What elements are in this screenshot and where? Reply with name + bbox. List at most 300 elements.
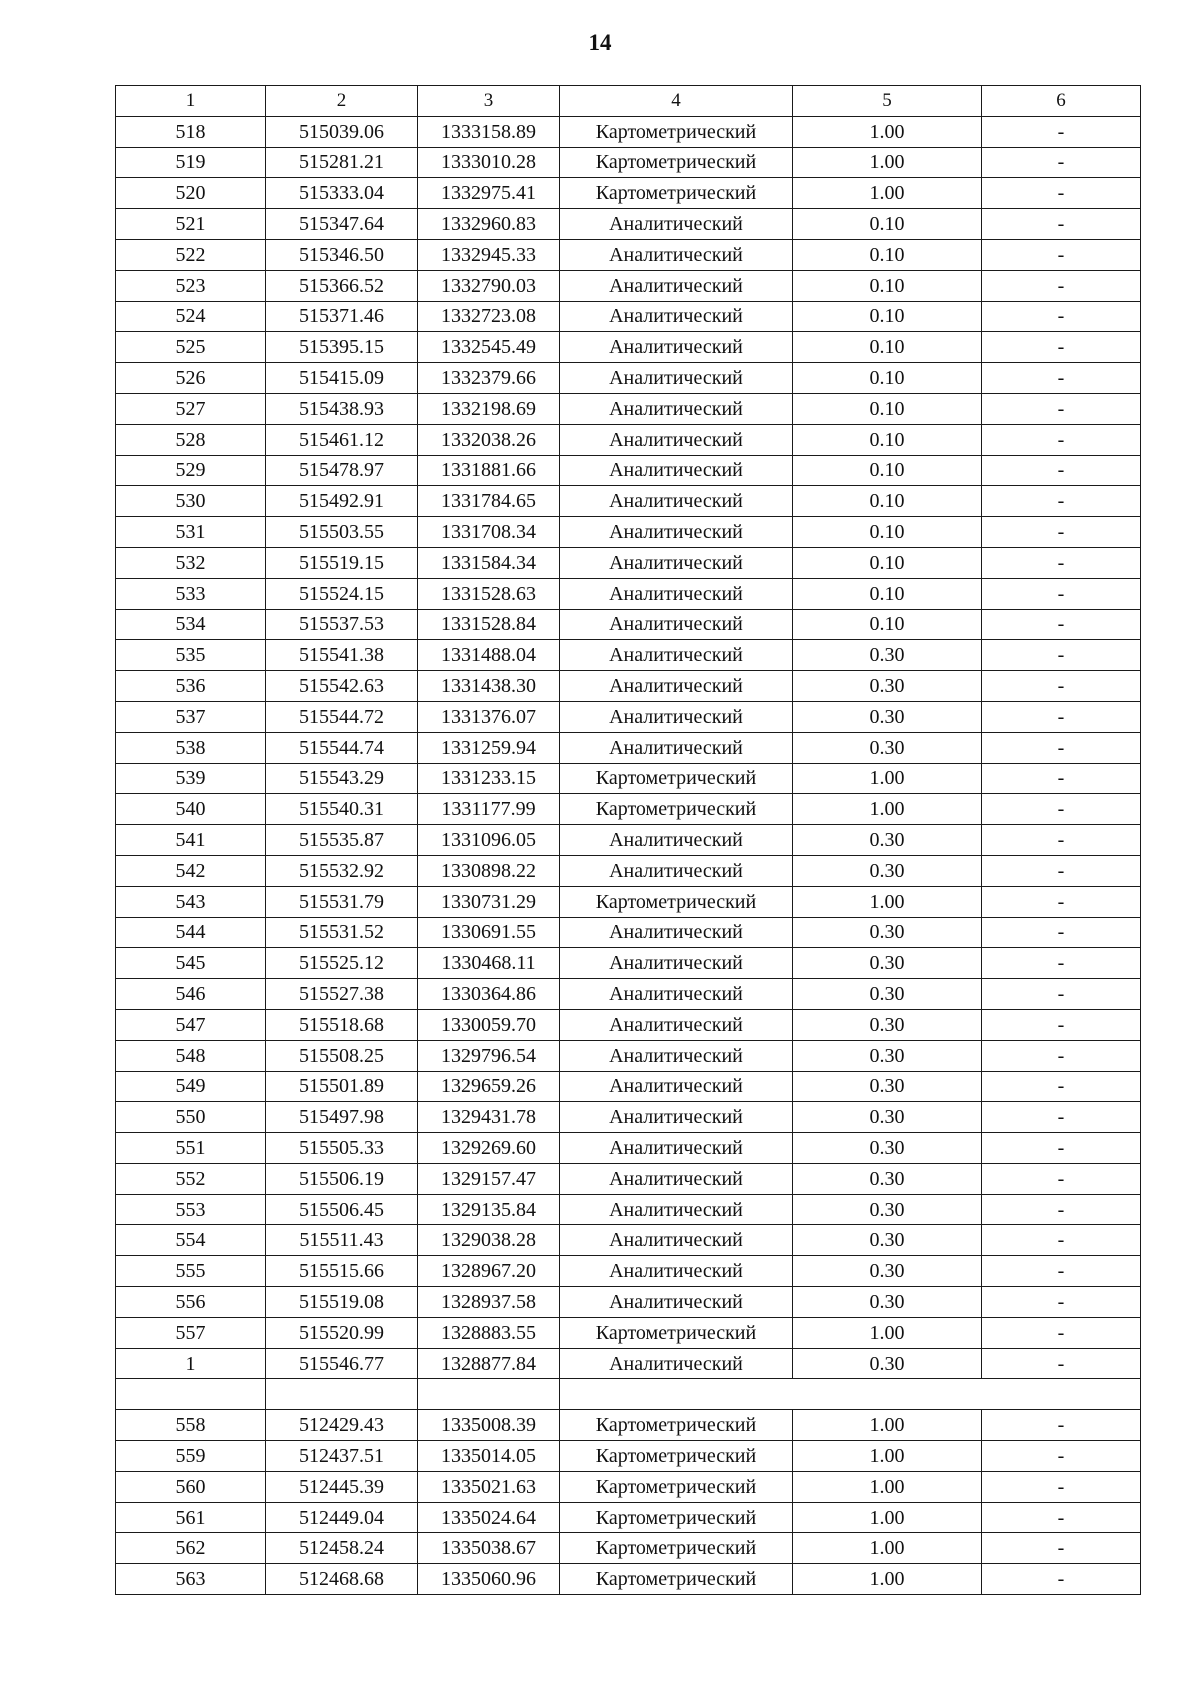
note-cell: - xyxy=(982,917,1141,948)
accuracy-cell: 0.30 xyxy=(793,1009,982,1040)
accuracy-cell: 0.10 xyxy=(793,547,982,578)
method-cell: Аналитический xyxy=(560,979,793,1010)
point-number-cell: 545 xyxy=(116,948,266,979)
note-cell: - xyxy=(982,1317,1141,1348)
note-cell: - xyxy=(982,1287,1141,1318)
y-coordinate-cell: 1330691.55 xyxy=(418,917,560,948)
point-number-cell: 530 xyxy=(116,486,266,517)
point-number-cell: 558 xyxy=(116,1410,266,1441)
point-number-cell: 556 xyxy=(116,1287,266,1318)
accuracy-cell: 0.30 xyxy=(793,917,982,948)
accuracy-cell: 0.10 xyxy=(793,424,982,455)
point-number-cell: 562 xyxy=(116,1533,266,1564)
x-coordinate-cell: 515546.77 xyxy=(266,1348,418,1379)
x-coordinate-cell: 515503.55 xyxy=(266,517,418,548)
method-cell: Аналитический xyxy=(560,424,793,455)
point-number-cell: 549 xyxy=(116,1071,266,1102)
accuracy-cell: 1.00 xyxy=(793,1410,982,1441)
y-coordinate-cell: 1331259.94 xyxy=(418,732,560,763)
y-coordinate-cell: 1331376.07 xyxy=(418,701,560,732)
x-coordinate-cell: 515532.92 xyxy=(266,855,418,886)
y-coordinate-cell: 1331881.66 xyxy=(418,455,560,486)
y-coordinate-cell: 1335060.96 xyxy=(418,1564,560,1595)
column-header: 5 xyxy=(793,86,982,117)
accuracy-cell: 0.30 xyxy=(793,671,982,702)
table-row xyxy=(116,825,1141,856)
column-header: 4 xyxy=(560,86,793,117)
method-cell: Аналитический xyxy=(560,671,793,702)
table-row xyxy=(116,732,1141,763)
note-cell: - xyxy=(982,609,1141,640)
x-coordinate-cell: 512429.43 xyxy=(266,1410,418,1441)
point-number-cell: 550 xyxy=(116,1102,266,1133)
point-number-cell: 548 xyxy=(116,1040,266,1071)
method-cell: Аналитический xyxy=(560,578,793,609)
note-cell: - xyxy=(982,209,1141,240)
point-number-cell: 525 xyxy=(116,332,266,363)
table-row xyxy=(116,886,1141,917)
table-row xyxy=(116,701,1141,732)
y-coordinate-cell: 1329038.28 xyxy=(418,1225,560,1256)
y-coordinate-cell: 1329157.47 xyxy=(418,1163,560,1194)
y-coordinate-cell: 1332198.69 xyxy=(418,393,560,424)
x-coordinate-cell: 515501.89 xyxy=(266,1071,418,1102)
point-number-cell: 540 xyxy=(116,794,266,825)
column-header: 2 xyxy=(266,86,418,117)
x-coordinate-cell: 515531.52 xyxy=(266,917,418,948)
x-coordinate-cell: 515506.45 xyxy=(266,1194,418,1225)
y-coordinate-cell: 1328877.84 xyxy=(418,1348,560,1379)
table-row xyxy=(116,363,1141,394)
method-cell: Аналитический xyxy=(560,1348,793,1379)
method-cell: Аналитический xyxy=(560,1133,793,1164)
method-cell: Аналитический xyxy=(560,1163,793,1194)
note-cell: - xyxy=(982,979,1141,1010)
y-coordinate-cell: 1331096.05 xyxy=(418,825,560,856)
note-cell: - xyxy=(982,1471,1141,1502)
accuracy-cell: 0.30 xyxy=(793,855,982,886)
point-number-cell: 552 xyxy=(116,1163,266,1194)
table-row xyxy=(116,1348,1141,1379)
table-row xyxy=(116,116,1141,147)
method-cell: Аналитический xyxy=(560,1040,793,1071)
note-cell: - xyxy=(982,332,1141,363)
method-cell: Аналитический xyxy=(560,239,793,270)
method-cell: Аналитический xyxy=(560,270,793,301)
table-row xyxy=(116,1564,1141,1595)
y-coordinate-cell: 1335014.05 xyxy=(418,1441,560,1472)
table-row xyxy=(116,517,1141,548)
accuracy-cell: 0.10 xyxy=(793,363,982,394)
note-cell: - xyxy=(982,147,1141,178)
table-row xyxy=(116,1533,1141,1564)
x-coordinate-cell: 515525.12 xyxy=(266,948,418,979)
note-cell: - xyxy=(982,178,1141,209)
x-coordinate-cell: 515366.52 xyxy=(266,270,418,301)
x-coordinate-cell: 515438.93 xyxy=(266,393,418,424)
point-number-cell: 553 xyxy=(116,1194,266,1225)
y-coordinate-cell: 1332945.33 xyxy=(418,239,560,270)
note-cell: - xyxy=(982,701,1141,732)
table-row xyxy=(116,671,1141,702)
note-cell: - xyxy=(982,855,1141,886)
accuracy-cell: 0.10 xyxy=(793,609,982,640)
note-cell: - xyxy=(982,301,1141,332)
accuracy-cell: 0.10 xyxy=(793,455,982,486)
note-cell: - xyxy=(982,1102,1141,1133)
point-number-cell: 534 xyxy=(116,609,266,640)
x-coordinate-cell: 515519.08 xyxy=(266,1287,418,1318)
x-coordinate-cell: 515371.46 xyxy=(266,301,418,332)
note-cell: - xyxy=(982,1533,1141,1564)
accuracy-cell: 0.10 xyxy=(793,270,982,301)
x-coordinate-cell: 515544.72 xyxy=(266,701,418,732)
point-number-cell: 555 xyxy=(116,1256,266,1287)
table-row xyxy=(116,1009,1141,1040)
table-row xyxy=(116,1410,1141,1441)
method-cell: Картометрический xyxy=(560,763,793,794)
note-cell: - xyxy=(982,578,1141,609)
table-row xyxy=(116,1102,1141,1133)
x-coordinate-cell: 515537.53 xyxy=(266,609,418,640)
x-coordinate-cell: 515346.50 xyxy=(266,239,418,270)
method-cell: Картометрический xyxy=(560,794,793,825)
point-number-cell: 520 xyxy=(116,178,266,209)
point-number-cell: 557 xyxy=(116,1317,266,1348)
point-number-cell: 554 xyxy=(116,1225,266,1256)
accuracy-cell: 0.30 xyxy=(793,1348,982,1379)
note-cell: - xyxy=(982,239,1141,270)
note-cell: - xyxy=(982,763,1141,794)
method-cell: Аналитический xyxy=(560,917,793,948)
accuracy-cell: 1.00 xyxy=(793,794,982,825)
y-coordinate-cell: 1330731.29 xyxy=(418,886,560,917)
accuracy-cell: 0.30 xyxy=(793,1287,982,1318)
y-coordinate-cell: 1332975.41 xyxy=(418,178,560,209)
x-coordinate-cell: 515039.06 xyxy=(266,116,418,147)
table-row xyxy=(116,640,1141,671)
method-cell: Аналитический xyxy=(560,1009,793,1040)
table-row xyxy=(116,301,1141,332)
point-number-cell: 529 xyxy=(116,455,266,486)
accuracy-cell: 0.10 xyxy=(793,486,982,517)
x-coordinate-cell: 515508.25 xyxy=(266,1040,418,1071)
page-number: 14 xyxy=(588,30,612,55)
note-cell: - xyxy=(982,1256,1141,1287)
table-row xyxy=(116,239,1141,270)
note-cell: - xyxy=(982,547,1141,578)
table-row xyxy=(116,424,1141,455)
method-cell: Картометрический xyxy=(560,178,793,209)
method-cell: Аналитический xyxy=(560,1225,793,1256)
accuracy-cell: 1.00 xyxy=(793,1471,982,1502)
table-row xyxy=(116,393,1141,424)
y-coordinate-cell: 1335008.39 xyxy=(418,1410,560,1441)
table-row xyxy=(116,209,1141,240)
table-row xyxy=(116,1163,1141,1194)
accuracy-cell: 0.30 xyxy=(793,701,982,732)
accuracy-cell: 0.30 xyxy=(793,1071,982,1102)
point-number-cell: 519 xyxy=(116,147,266,178)
table-row xyxy=(116,1256,1141,1287)
accuracy-cell: 1.00 xyxy=(793,178,982,209)
method-cell: Аналитический xyxy=(560,332,793,363)
point-number-cell: 532 xyxy=(116,547,266,578)
method-cell: Аналитический xyxy=(560,455,793,486)
y-coordinate-cell: 1330468.11 xyxy=(418,948,560,979)
note-cell: - xyxy=(982,1040,1141,1071)
point-number-cell: 544 xyxy=(116,917,266,948)
x-coordinate-cell: 515520.99 xyxy=(266,1317,418,1348)
y-coordinate-cell: 1331233.15 xyxy=(418,763,560,794)
x-coordinate-cell: 515519.15 xyxy=(266,547,418,578)
x-coordinate-cell: 515281.21 xyxy=(266,147,418,178)
x-coordinate-cell: 515542.63 xyxy=(266,671,418,702)
point-number-cell: 563 xyxy=(116,1564,266,1595)
method-cell: Картометрический xyxy=(560,1533,793,1564)
table-row xyxy=(116,455,1141,486)
note-cell: - xyxy=(982,486,1141,517)
accuracy-cell: 0.30 xyxy=(793,1194,982,1225)
x-coordinate-cell: 515515.66 xyxy=(266,1256,418,1287)
accuracy-cell: 1.00 xyxy=(793,116,982,147)
note-cell: - xyxy=(982,1502,1141,1533)
method-cell: Аналитический xyxy=(560,732,793,763)
x-coordinate-cell: 512468.68 xyxy=(266,1564,418,1595)
point-number-cell: 522 xyxy=(116,239,266,270)
method-cell: Картометрический xyxy=(560,1317,793,1348)
accuracy-cell: 0.10 xyxy=(793,209,982,240)
note-cell: - xyxy=(982,1348,1141,1379)
method-cell: Аналитический xyxy=(560,547,793,578)
point-number-cell: 535 xyxy=(116,640,266,671)
point-number-cell: 538 xyxy=(116,732,266,763)
empty-cell xyxy=(266,1379,418,1410)
accuracy-cell: 1.00 xyxy=(793,763,982,794)
point-number-cell: 560 xyxy=(116,1471,266,1502)
method-cell: Аналитический xyxy=(560,209,793,240)
point-number-cell: 541 xyxy=(116,825,266,856)
accuracy-cell: 0.10 xyxy=(793,517,982,548)
x-coordinate-cell: 512449.04 xyxy=(266,1502,418,1533)
accuracy-cell: 1.00 xyxy=(793,1533,982,1564)
empty-cell xyxy=(418,1379,560,1410)
method-cell: Картометрический xyxy=(560,1564,793,1595)
x-coordinate-cell: 515541.38 xyxy=(266,640,418,671)
method-cell: Аналитический xyxy=(560,1071,793,1102)
note-cell: - xyxy=(982,671,1141,702)
note-cell: - xyxy=(982,1441,1141,1472)
point-number-cell: 524 xyxy=(116,301,266,332)
method-cell: Картометрический xyxy=(560,1471,793,1502)
accuracy-cell: 0.10 xyxy=(793,578,982,609)
point-number-cell: 521 xyxy=(116,209,266,240)
table-row xyxy=(116,1194,1141,1225)
accuracy-cell: 0.10 xyxy=(793,393,982,424)
y-coordinate-cell: 1328883.55 xyxy=(418,1317,560,1348)
method-cell: Аналитический xyxy=(560,1194,793,1225)
method-cell: Картометрический xyxy=(560,1410,793,1441)
y-coordinate-cell: 1331584.34 xyxy=(418,547,560,578)
x-coordinate-cell: 515524.15 xyxy=(266,578,418,609)
accuracy-cell: 0.30 xyxy=(793,640,982,671)
table-row xyxy=(116,1441,1141,1472)
x-coordinate-cell: 515506.19 xyxy=(266,1163,418,1194)
x-coordinate-cell: 515535.87 xyxy=(266,825,418,856)
x-coordinate-cell: 515347.64 xyxy=(266,209,418,240)
y-coordinate-cell: 1331488.04 xyxy=(418,640,560,671)
table-row xyxy=(116,1225,1141,1256)
method-cell: Аналитический xyxy=(560,1256,793,1287)
table-row xyxy=(116,1133,1141,1164)
y-coordinate-cell: 1332723.08 xyxy=(418,301,560,332)
note-cell: - xyxy=(982,640,1141,671)
empty-cell xyxy=(116,1379,266,1410)
point-number-cell: 1 xyxy=(116,1348,266,1379)
note-cell: - xyxy=(982,1564,1141,1595)
column-header: 3 xyxy=(418,86,560,117)
note-cell: - xyxy=(982,886,1141,917)
method-cell: Аналитический xyxy=(560,1102,793,1133)
method-cell: Аналитический xyxy=(560,948,793,979)
x-coordinate-cell: 515395.15 xyxy=(266,332,418,363)
note-cell: - xyxy=(982,1133,1141,1164)
point-number-cell: 547 xyxy=(116,1009,266,1040)
x-coordinate-cell: 515492.91 xyxy=(266,486,418,517)
accuracy-cell: 0.30 xyxy=(793,1256,982,1287)
accuracy-cell: 0.30 xyxy=(793,825,982,856)
accuracy-cell: 1.00 xyxy=(793,1502,982,1533)
point-number-cell: 531 xyxy=(116,517,266,548)
method-cell: Аналитический xyxy=(560,393,793,424)
method-cell: Картометрический xyxy=(560,1441,793,1472)
y-coordinate-cell: 1328967.20 xyxy=(418,1256,560,1287)
table-row xyxy=(116,270,1141,301)
y-coordinate-cell: 1331784.65 xyxy=(418,486,560,517)
point-number-cell: 533 xyxy=(116,578,266,609)
accuracy-cell: 1.00 xyxy=(793,886,982,917)
table-body xyxy=(116,86,1141,1595)
note-cell: - xyxy=(982,1194,1141,1225)
method-cell: Аналитический xyxy=(560,640,793,671)
accuracy-cell: 0.30 xyxy=(793,1133,982,1164)
note-cell: - xyxy=(982,794,1141,825)
accuracy-cell: 0.10 xyxy=(793,239,982,270)
point-number-cell: 528 xyxy=(116,424,266,455)
method-cell: Аналитический xyxy=(560,609,793,640)
x-coordinate-cell: 515505.33 xyxy=(266,1133,418,1164)
accuracy-cell: 0.30 xyxy=(793,732,982,763)
point-number-cell: 523 xyxy=(116,270,266,301)
column-header: 1 xyxy=(116,86,266,117)
note-cell: - xyxy=(982,1009,1141,1040)
x-coordinate-cell: 515333.04 xyxy=(266,178,418,209)
method-cell: Аналитический xyxy=(560,517,793,548)
accuracy-cell: 0.10 xyxy=(793,301,982,332)
accuracy-cell: 0.30 xyxy=(793,948,982,979)
accuracy-cell: 1.00 xyxy=(793,1317,982,1348)
y-coordinate-cell: 1332545.49 xyxy=(418,332,560,363)
y-coordinate-cell: 1333158.89 xyxy=(418,116,560,147)
empty-separator-row xyxy=(116,1379,1141,1410)
y-coordinate-cell: 1332960.83 xyxy=(418,209,560,240)
method-cell: Картометрический xyxy=(560,147,793,178)
point-number-cell: 561 xyxy=(116,1502,266,1533)
accuracy-cell: 0.30 xyxy=(793,1163,982,1194)
table-row xyxy=(116,147,1141,178)
y-coordinate-cell: 1331177.99 xyxy=(418,794,560,825)
x-coordinate-cell: 515478.97 xyxy=(266,455,418,486)
point-number-cell: 542 xyxy=(116,855,266,886)
y-coordinate-cell: 1329659.26 xyxy=(418,1071,560,1102)
y-coordinate-cell: 1335021.63 xyxy=(418,1471,560,1502)
x-coordinate-cell: 515518.68 xyxy=(266,1009,418,1040)
accuracy-cell: 0.30 xyxy=(793,1225,982,1256)
table-row xyxy=(116,917,1141,948)
table-row xyxy=(116,486,1141,517)
y-coordinate-cell: 1330059.70 xyxy=(418,1009,560,1040)
method-cell: Аналитический xyxy=(560,825,793,856)
table-row xyxy=(116,332,1141,363)
method-cell: Аналитический xyxy=(560,855,793,886)
note-cell: - xyxy=(982,1225,1141,1256)
table-row xyxy=(116,178,1141,209)
table-row xyxy=(116,1471,1141,1502)
point-number-cell: 536 xyxy=(116,671,266,702)
y-coordinate-cell: 1330364.86 xyxy=(418,979,560,1010)
note-cell: - xyxy=(982,116,1141,147)
note-cell: - xyxy=(982,732,1141,763)
accuracy-cell: 0.30 xyxy=(793,979,982,1010)
x-coordinate-cell: 515527.38 xyxy=(266,979,418,1010)
x-coordinate-cell: 512458.24 xyxy=(266,1533,418,1564)
method-cell: Картометрический xyxy=(560,886,793,917)
y-coordinate-cell: 1332790.03 xyxy=(418,270,560,301)
y-coordinate-cell: 1331528.84 xyxy=(418,609,560,640)
note-cell: - xyxy=(982,948,1141,979)
note-cell: - xyxy=(982,1410,1141,1441)
y-coordinate-cell: 1331438.30 xyxy=(418,671,560,702)
point-number-cell: 539 xyxy=(116,763,266,794)
point-number-cell: 537 xyxy=(116,701,266,732)
table-row xyxy=(116,609,1141,640)
x-coordinate-cell: 512437.51 xyxy=(266,1441,418,1472)
y-coordinate-cell: 1331528.63 xyxy=(418,578,560,609)
y-coordinate-cell: 1335038.67 xyxy=(418,1533,560,1564)
x-coordinate-cell: 515497.98 xyxy=(266,1102,418,1133)
y-coordinate-cell: 1332379.66 xyxy=(418,363,560,394)
table-row xyxy=(116,1287,1141,1318)
accuracy-cell: 0.30 xyxy=(793,1040,982,1071)
y-coordinate-cell: 1329431.78 xyxy=(418,1102,560,1133)
point-number-cell: 527 xyxy=(116,393,266,424)
method-cell: Картометрический xyxy=(560,116,793,147)
y-coordinate-cell: 1330898.22 xyxy=(418,855,560,886)
header-row xyxy=(116,86,1141,117)
x-coordinate-cell: 515544.74 xyxy=(266,732,418,763)
coordinates-table xyxy=(115,85,1141,1595)
table-row xyxy=(116,1317,1141,1348)
method-cell: Картометрический xyxy=(560,1502,793,1533)
y-coordinate-cell: 1331708.34 xyxy=(418,517,560,548)
note-cell: - xyxy=(982,825,1141,856)
point-number-cell: 546 xyxy=(116,979,266,1010)
y-coordinate-cell: 1329796.54 xyxy=(418,1040,560,1071)
x-coordinate-cell: 515540.31 xyxy=(266,794,418,825)
note-cell: - xyxy=(982,270,1141,301)
y-coordinate-cell: 1333010.28 xyxy=(418,147,560,178)
method-cell: Аналитический xyxy=(560,301,793,332)
